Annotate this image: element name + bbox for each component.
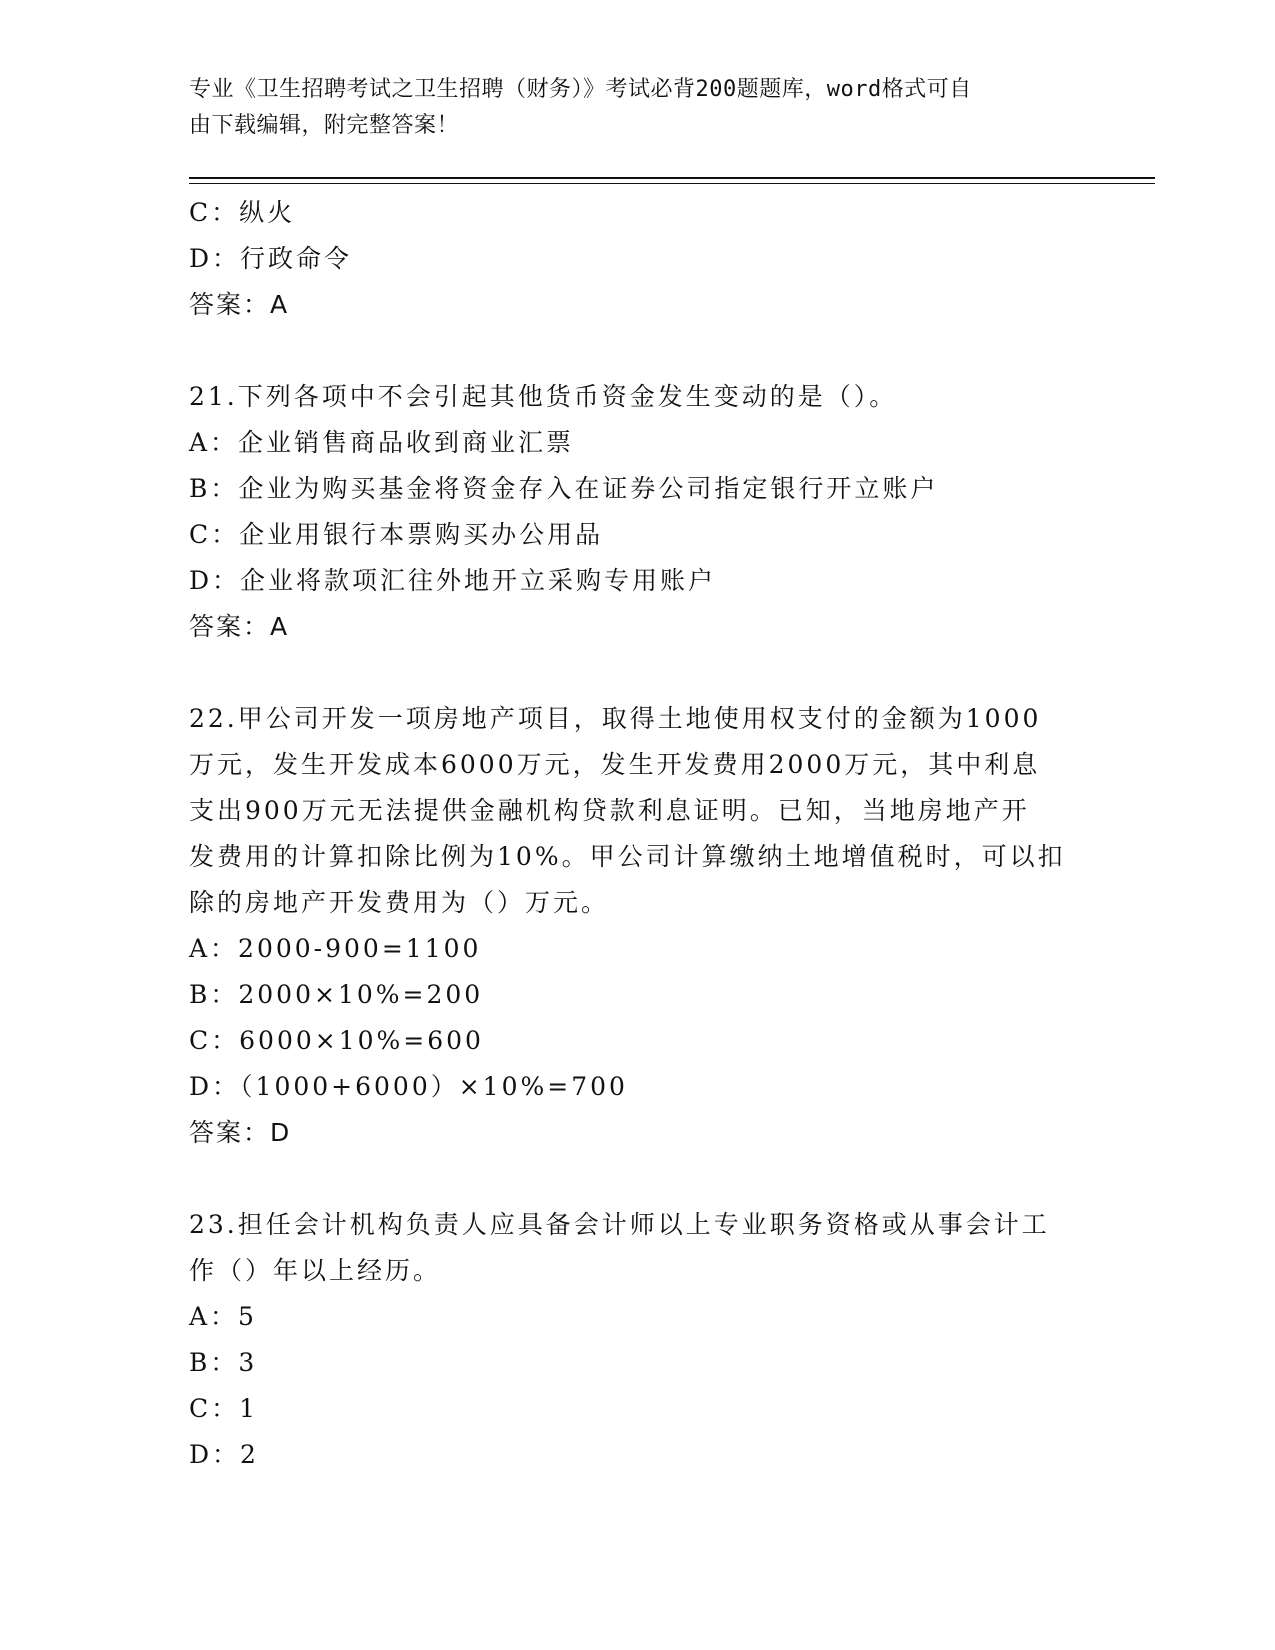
- question-stem-line: 支出900万元无法提供金融机构贷款利息证明。已知，当地房地产开: [189, 796, 1030, 825]
- question-stem-line: 发费用的计算扣除比例为10%。甲公司计算缴纳土地增值税时，可以扣: [189, 842, 1066, 871]
- option-d: D：（1000+6000）×10%=700: [189, 1072, 628, 1101]
- question-stem-line: 万元，发生开发成本6000万元，发生开发费用2000万元，其中利息: [189, 750, 1041, 779]
- option-a: A：企业销售商品收到商业汇票: [189, 428, 575, 457]
- question-22: [189, 696, 1089, 1156]
- header-divider-thin: [189, 183, 1155, 184]
- spacer: [189, 650, 1089, 696]
- question-23: [189, 1202, 1089, 1478]
- answer-line: 答案：A: [189, 612, 290, 641]
- option-a: A：2000-900=1100: [189, 934, 482, 963]
- option-b: B：2000×10%=200: [189, 980, 484, 1009]
- option-b: B：3: [189, 1348, 258, 1377]
- header-line-2: 由下载编辑，附完整答案！: [189, 113, 460, 138]
- header-divider-thick: [189, 177, 1155, 179]
- option-c: C：1: [189, 1394, 259, 1423]
- question-stem-line: 作（）年以上经历。: [189, 1256, 442, 1285]
- option-c: C：企业用银行本票购买办公用品: [189, 520, 604, 549]
- option-d: D：企业将款项汇往外地开立采购专用账户: [189, 566, 717, 595]
- option-d: D：2: [189, 1440, 259, 1469]
- question-stem-line: 除的房地产开发费用为（）万元。: [189, 888, 610, 917]
- option-b: B：企业为购买基金将资金存入在证券公司指定银行开立账户: [189, 474, 939, 503]
- question-21: [189, 374, 1089, 650]
- question-stem-line: 23.担任会计机构负责人应具备会计师以上专业职务资格或从事会计工: [189, 1210, 1050, 1239]
- spacer: [189, 1156, 1089, 1202]
- option-d: D：行政命令: [189, 244, 353, 273]
- question-stem: 21.下列各项中不会引起其他货币资金发生变动的是（）。: [189, 382, 898, 411]
- option-a: A：5: [189, 1302, 257, 1331]
- answer-line: 答案：A: [189, 290, 290, 319]
- option-c: C：6000×10%=600: [189, 1026, 484, 1055]
- question-stem-line: 22.甲公司开发一项房地产项目，取得土地使用权支付的金额为1000: [189, 704, 1042, 733]
- document-header: [189, 72, 1069, 144]
- option-c: C：纵火: [189, 198, 296, 227]
- spacer: [189, 328, 1089, 374]
- document-body: [189, 190, 1089, 1478]
- answer-line: 答案：D: [189, 1118, 292, 1147]
- question-20-tail: [189, 190, 1089, 328]
- header-line-1: 专业《卫生招聘考试之卫生招聘（财务）》考试必背200题题库，word格式可自: [189, 77, 972, 102]
